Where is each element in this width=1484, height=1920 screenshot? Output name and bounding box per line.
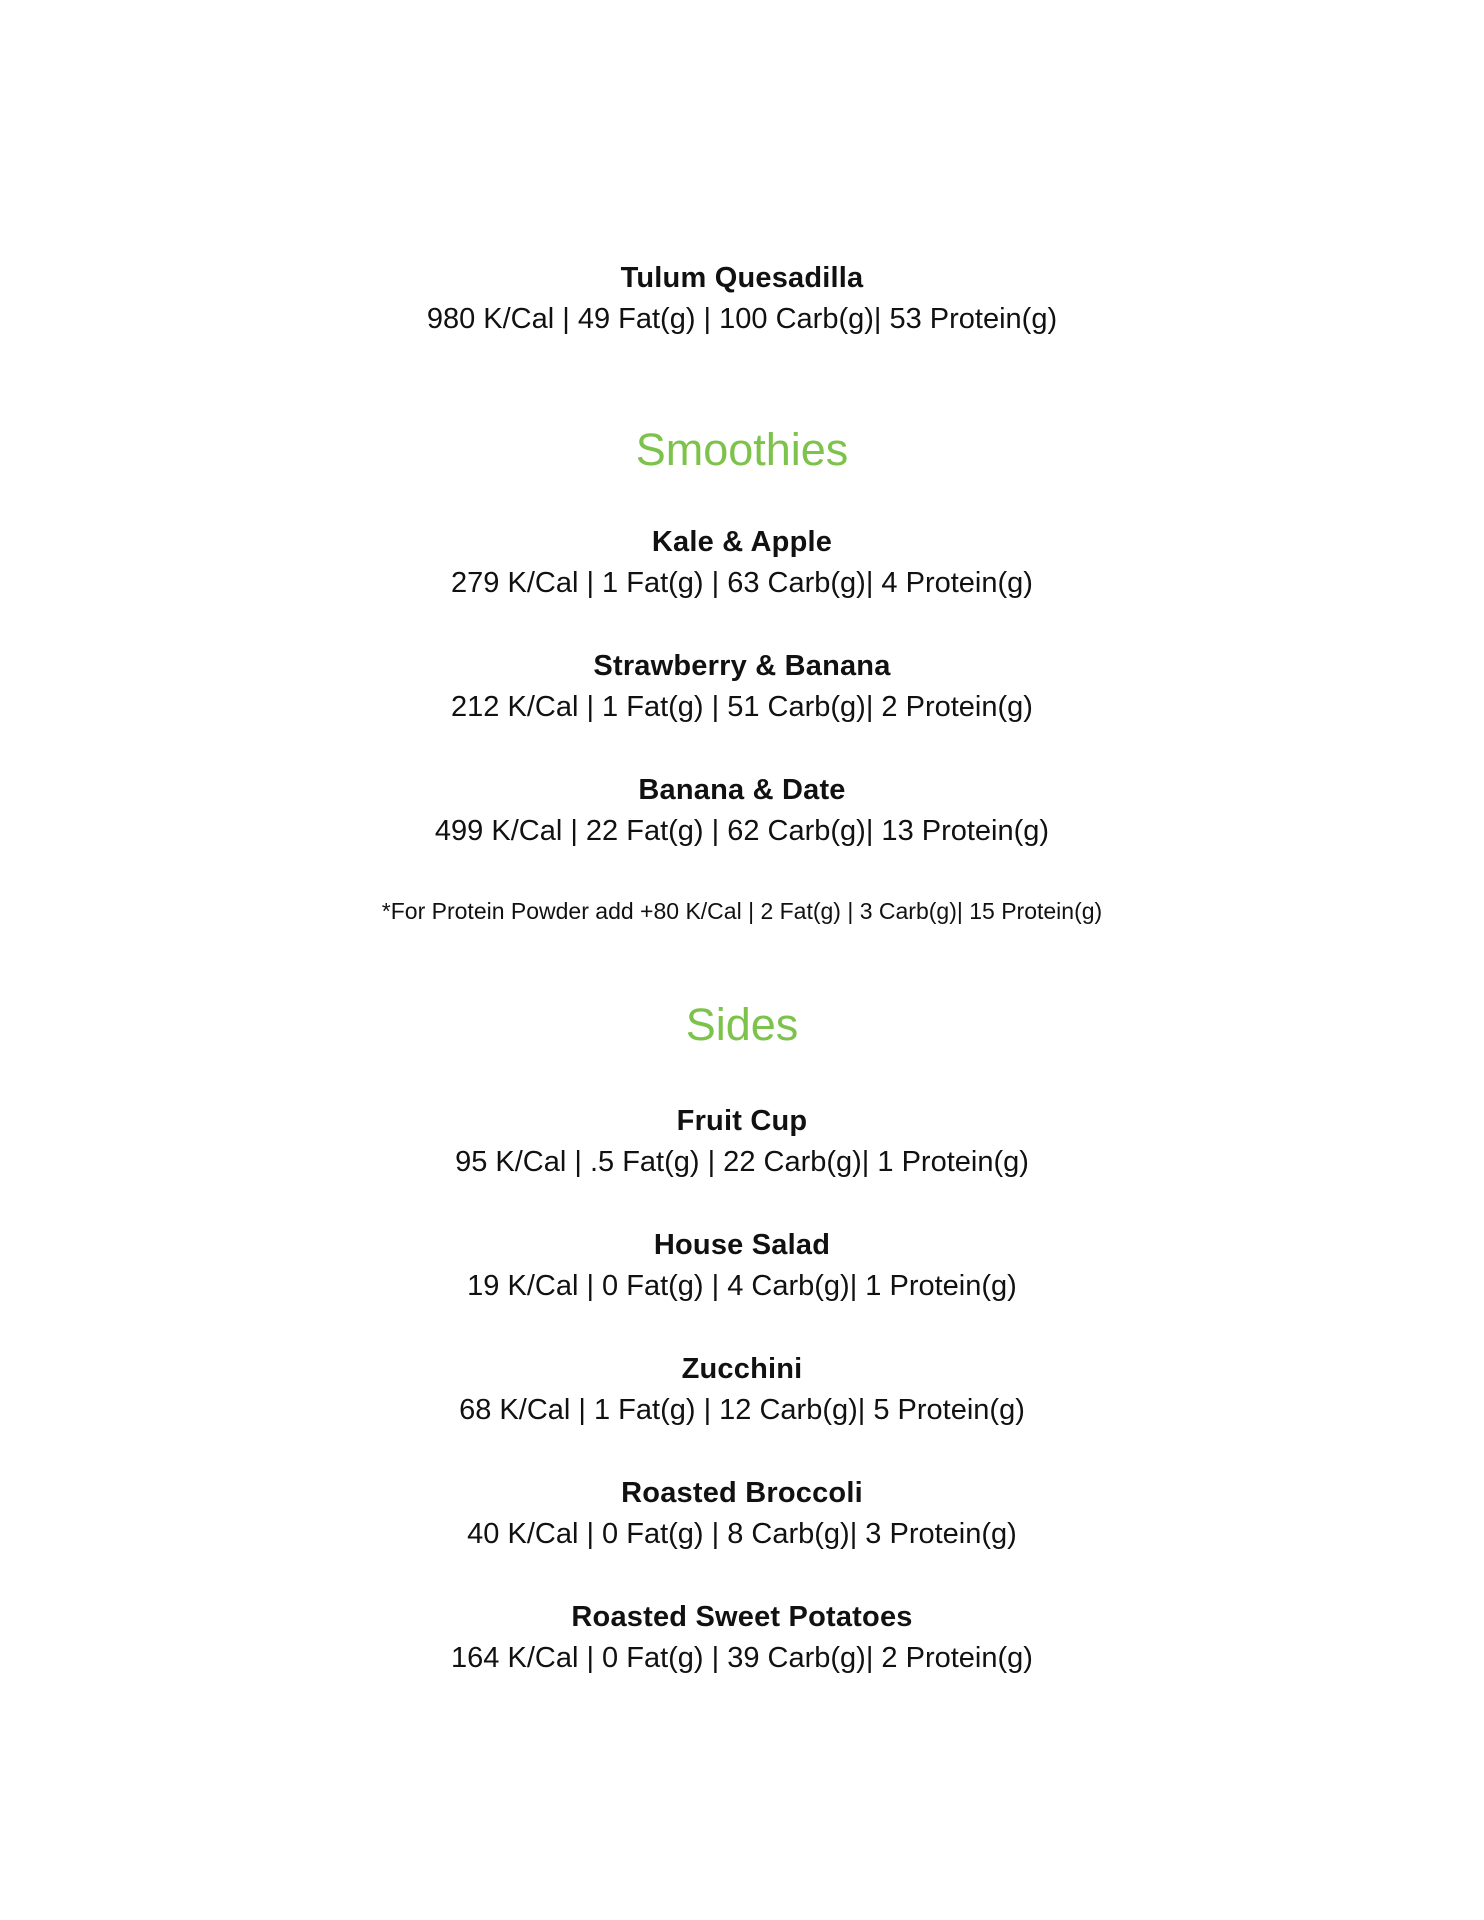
- protein-powder-note: *For Protein Powder add +80 K/Cal | 2 Fat(g) | 3 Carb(g)| 15 Protein(g): [381, 898, 1103, 924]
- item-name: Zucchini: [681, 1353, 803, 1385]
- item-name: Roasted Broccoli: [621, 1477, 863, 1509]
- menu-item-banana-date: [0, 770, 1484, 851]
- item-nutrition: 499 K/Cal | 22 Fat(g) | 62 Carb(g)| 13 Protein(g): [434, 815, 1050, 847]
- item-nutrition: 68 K/Cal | 1 Fat(g) | 12 Carb(g)| 5 Protein(g): [459, 1394, 1025, 1426]
- menu-item-tulum-quesadilla: [0, 258, 1484, 339]
- menu-item-roasted-sweet-potatoes: [0, 1597, 1484, 1678]
- menu-item-fruit-cup: [0, 1101, 1484, 1182]
- menu-item-kale-apple: [0, 522, 1484, 603]
- section-title-smoothies: Smoothies: [635, 424, 849, 475]
- item-nutrition: 212 K/Cal | 1 Fat(g) | 51 Carb(g)| 2 Protein(g): [451, 691, 1033, 723]
- item-nutrition: 19 K/Cal | 0 Fat(g) | 4 Carb(g)| 1 Protein(g): [467, 1270, 1017, 1302]
- item-name: Banana & Date: [638, 774, 846, 806]
- section-title-sides: Sides: [685, 999, 799, 1050]
- item-name: House Salad: [653, 1229, 831, 1261]
- item-name: Fruit Cup: [676, 1105, 808, 1137]
- item-name: Strawberry & Banana: [593, 650, 891, 682]
- item-nutrition: 279 K/Cal | 1 Fat(g) | 63 Carb(g)| 4 Protein(g): [451, 567, 1033, 599]
- menu-item-strawberry-banana: [0, 646, 1484, 727]
- item-nutrition: 40 K/Cal | 0 Fat(g) | 8 Carb(g)| 3 Protein(g): [467, 1518, 1017, 1550]
- menu-item-roasted-broccoli: [0, 1473, 1484, 1554]
- menu-item-house-salad: [0, 1225, 1484, 1306]
- item-nutrition: 980 K/Cal | 49 Fat(g) | 100 Carb(g)| 53 Protein(g): [426, 303, 1058, 335]
- item-nutrition: 95 K/Cal | .5 Fat(g) | 22 Carb(g)| 1 Protein(g): [455, 1146, 1029, 1178]
- menu-item-zucchini: [0, 1349, 1484, 1430]
- item-name: Kale & Apple: [651, 526, 833, 558]
- item-name: Roasted Sweet Potatoes: [571, 1601, 913, 1633]
- item-name: Tulum Quesadilla: [620, 262, 864, 294]
- item-nutrition: 164 K/Cal | 0 Fat(g) | 39 Carb(g)| 2 Protein(g): [451, 1642, 1033, 1674]
